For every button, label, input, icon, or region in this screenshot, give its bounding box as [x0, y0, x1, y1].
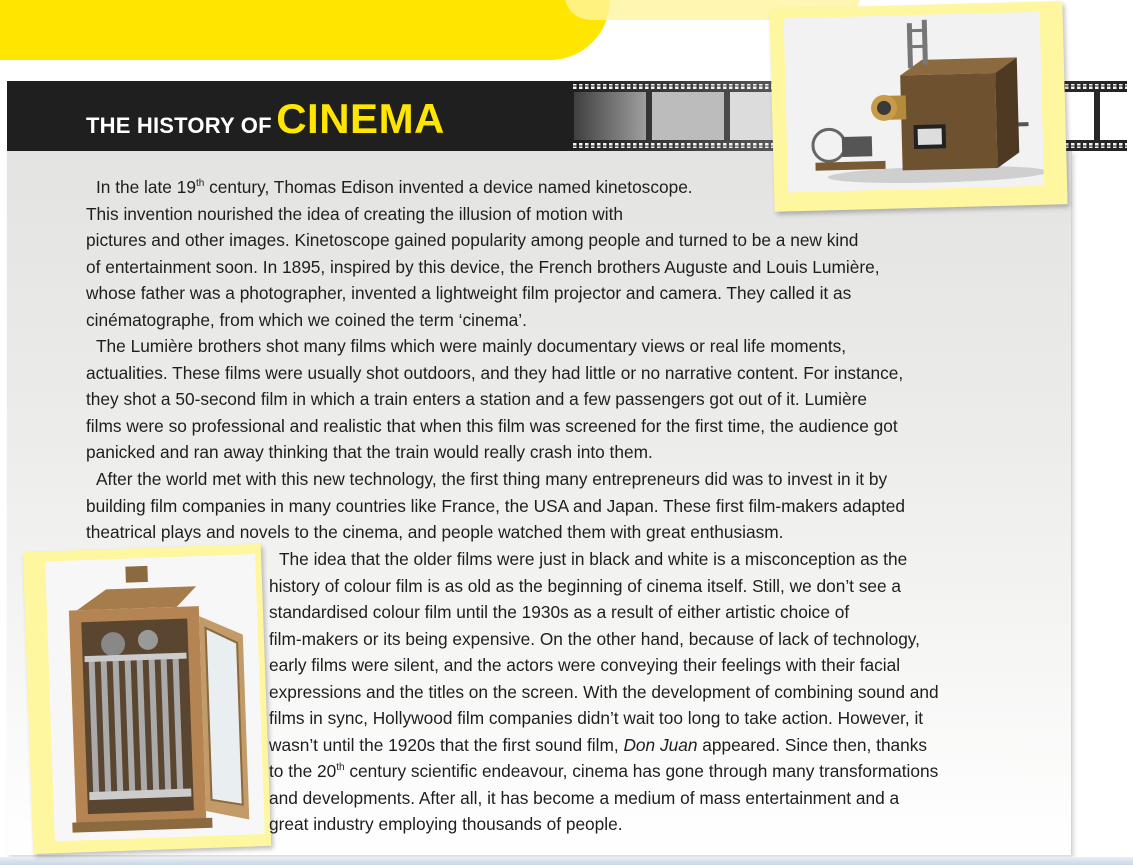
page-bottom-edge [0, 857, 1133, 865]
superscript: th [336, 762, 345, 773]
text-fragment: century, Thomas Edison invented a device named kinetoscope. [204, 177, 693, 197]
text-line: they shot a 50-second film in which a train enters a station and a few passengers got out of it. Lumière [86, 389, 867, 409]
text-line: building film companies in many countries like France, the USA and Japan. These first film-makers adapted [86, 495, 906, 516]
text-line: of entertainment soon. In 1895, inspired by this device, the French brothers Auguste and Louis Lumière, [86, 256, 880, 277]
text-line: expressions and the titles on the screen. With the development of combining sound and [269, 681, 939, 702]
yellow-corner-tab [0, 0, 610, 60]
text-fragment: In the late 19 [96, 177, 196, 197]
superscript: th [195, 178, 205, 189]
cinematograph-camera-icon [784, 12, 1044, 193]
text-line: great industry employing thousands of people. [269, 814, 623, 834]
title-prefix: THE HISTORY OF [86, 113, 272, 138]
text-fragment: wasn’t until the 1920s that the first sound film, [269, 734, 624, 755]
text-line: and developments. After all, it has become a medium of mass entertainment and a [269, 787, 900, 808]
text-line: early films were silent, and the actors were conveying their feelings with their facial [269, 655, 901, 675]
text-line: panicked and ran away thinking that the train would really crash into them. [86, 442, 653, 462]
text-line: This invention nourished the idea of creating the illusion of motion with [86, 203, 623, 224]
text-line: The Lumière brothers shot many films which were mainly documentary views or real life moments, [96, 336, 847, 356]
text-line: The idea that the older films were just in black and white is a misconception as the [279, 549, 908, 569]
text-line: theatrical plays and novels to the cinema, and people watched them with great enthusiasm. [86, 522, 784, 542]
film-title: Don Juan [623, 734, 698, 755]
text-fragment: to the 20 [269, 761, 337, 781]
text-fragment: appeared. Since then, thanks [697, 734, 928, 755]
text-line: whose father was a photographer, invented a lightweight film projector and camera. They called it as [86, 283, 852, 303]
text-line [86, 174, 880, 201]
text-line: films in sync, Hollywood film companies didn’t wait too long to take action. However, it [269, 708, 924, 728]
paragraph-2 [86, 333, 903, 466]
title-main: CINEMA [276, 95, 445, 142]
paragraph-3 [86, 466, 905, 546]
text-line: standardised colour film until the 1930s as a result of either artistic choice of [269, 602, 850, 622]
kinetoscope-photo-frame [23, 544, 271, 854]
text-line: actualities. These films were usually shot outdoors, and they had little or no narrative content. For instance, [86, 362, 904, 383]
text-line: cinématographe, from which we coined the term ‘cinema’. [86, 309, 527, 330]
text-line [269, 758, 939, 785]
text-line: films were so professional and realistic that when this film was screened for the first time, the audience got [86, 415, 898, 436]
text-fragment: century scientific endeavour, cinema has gone through many transformations [344, 761, 939, 781]
text-line: pictures and other images. Kinetoscope gained popularity among people and turned to be a new kind [86, 230, 859, 250]
text-line: history of colour film is as old as the beginning of cinema itself. Still, we don’t see a [269, 575, 902, 596]
kinetoscope-cabinet-icon [45, 554, 265, 841]
paragraph-4 [269, 546, 939, 838]
text-line: After the world met with this new technology, the first thing many entrepreneurs did was to invest in it by [96, 469, 888, 489]
text-line [269, 732, 939, 759]
page-title [86, 95, 445, 143]
text-line: film-makers or its being expensive. On the other hand, because of lack of technology, [269, 628, 920, 649]
paragraph-1 [86, 174, 880, 333]
